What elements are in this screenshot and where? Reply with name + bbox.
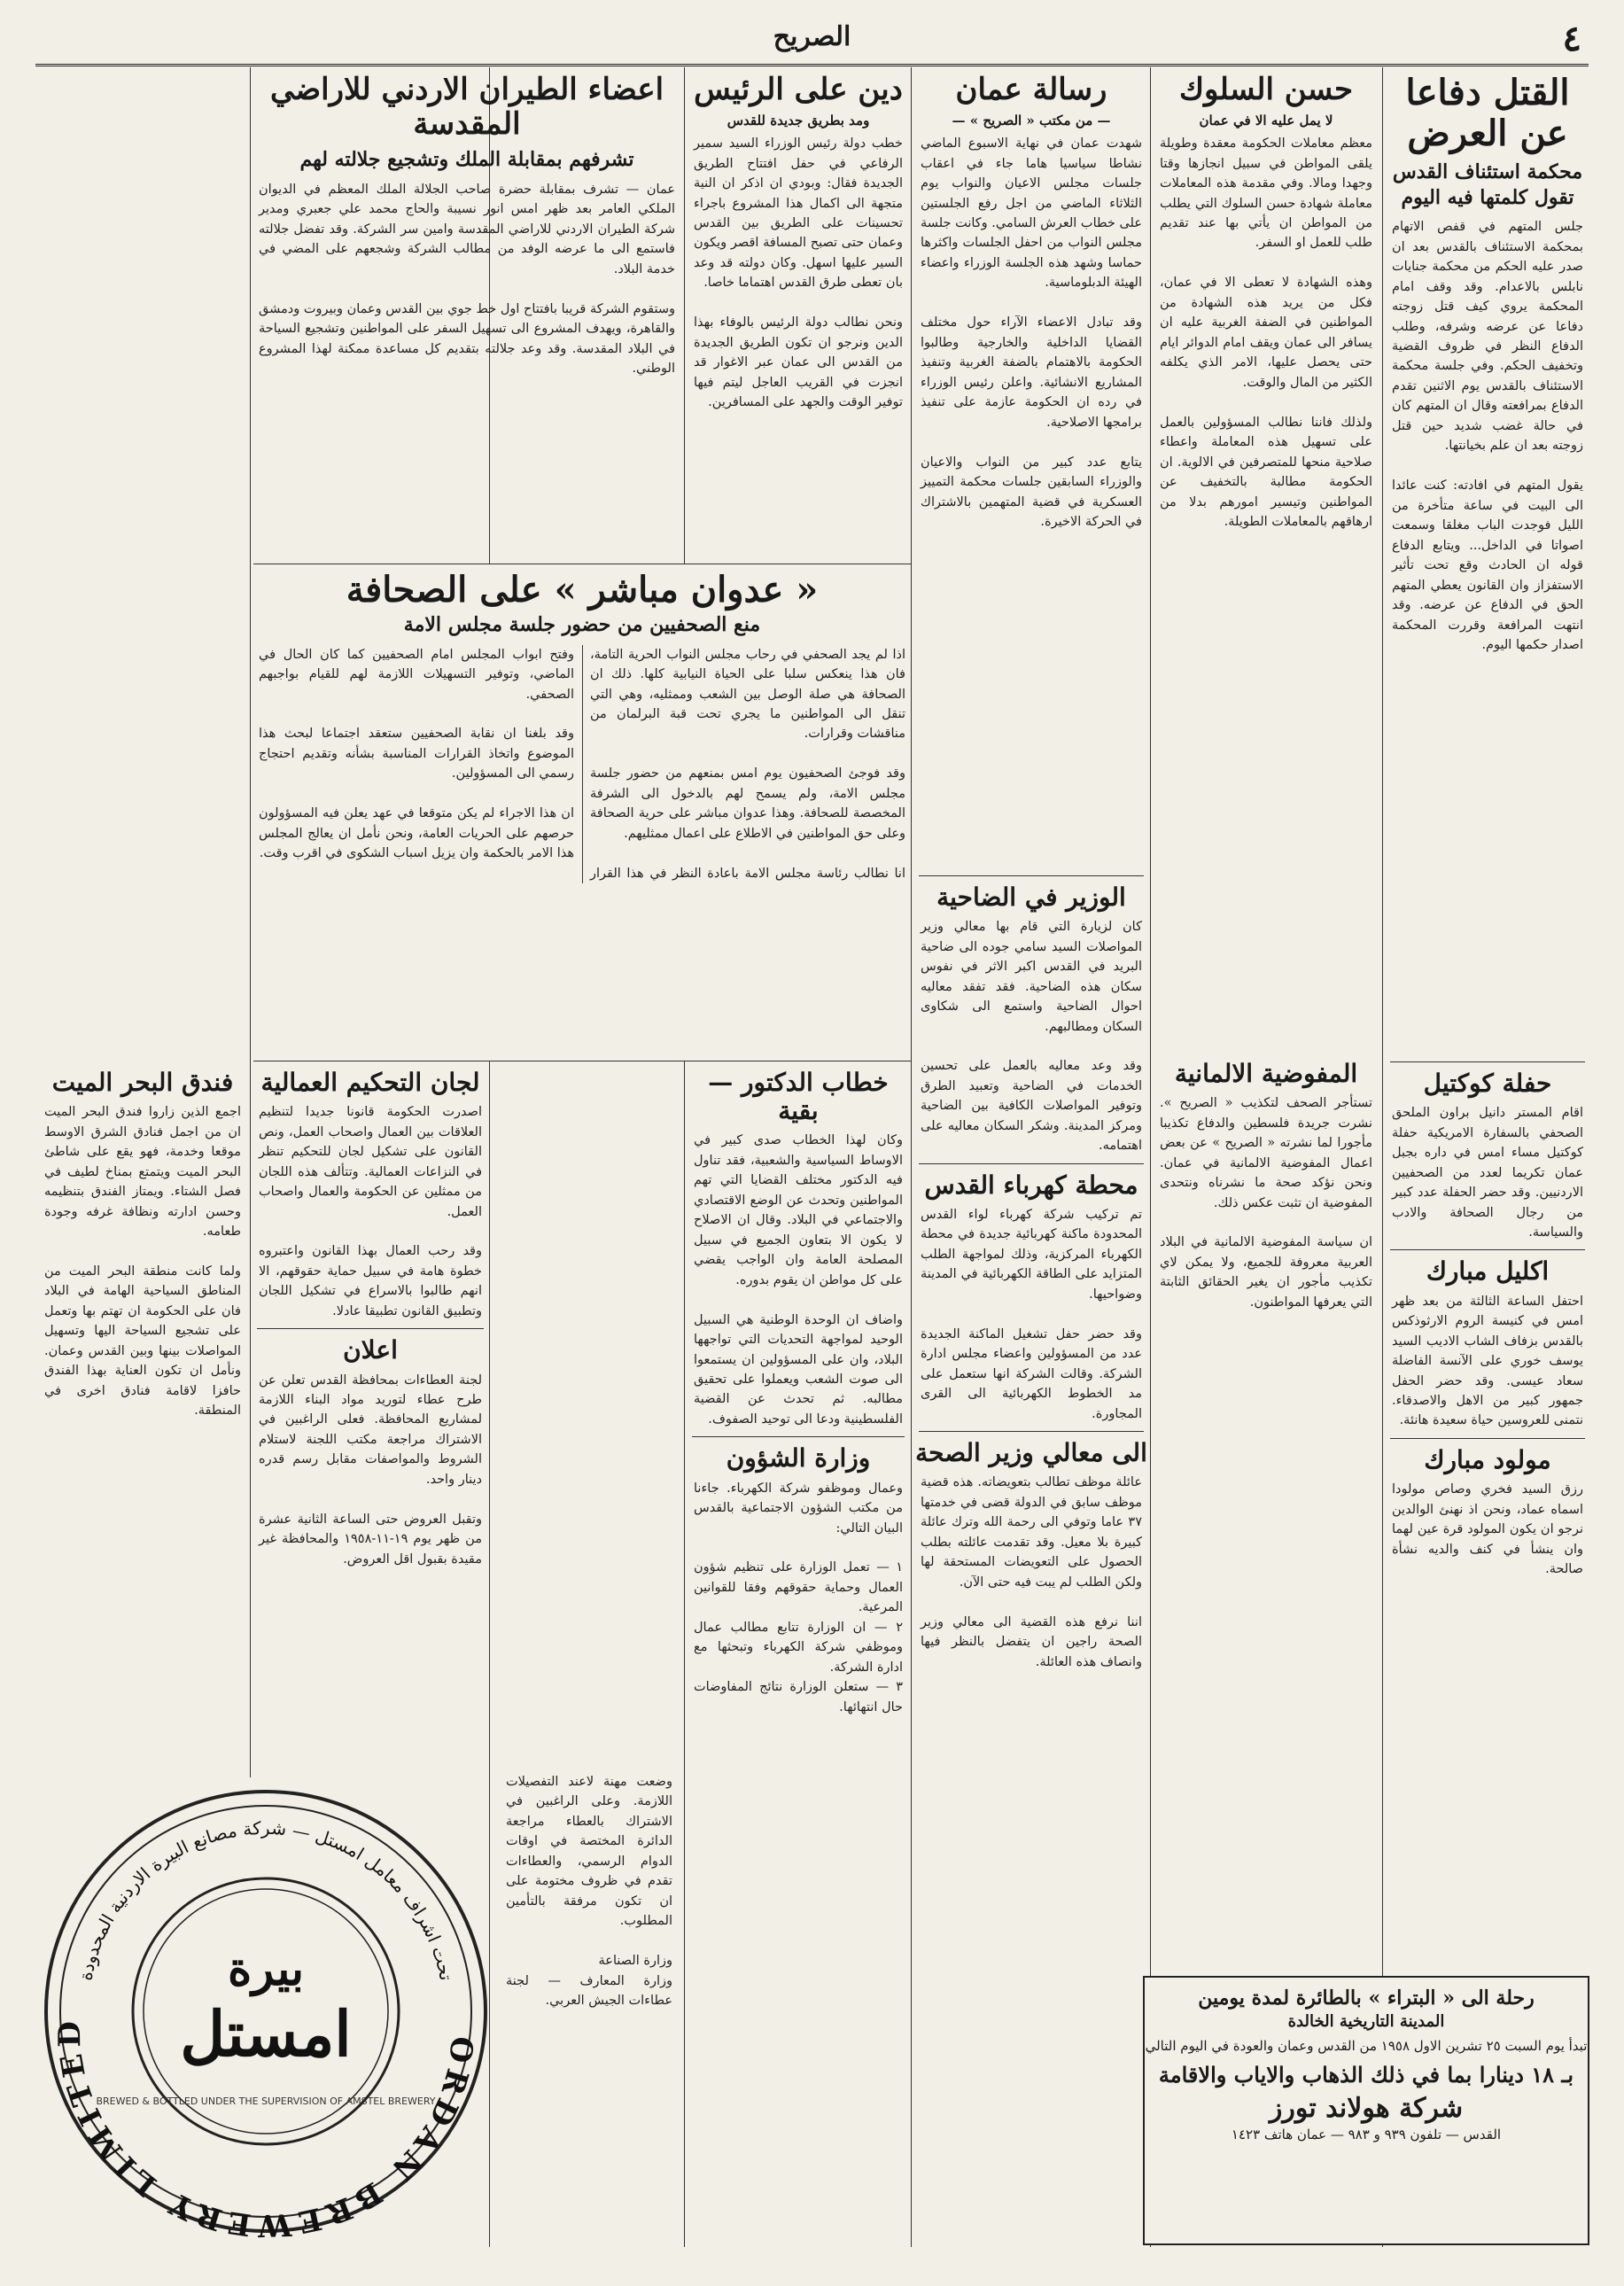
- seal-arabic-ring: تحت اشراف معامل امستل — شركة مصانع البيرة الاردنية المحدودة: [74, 1816, 457, 1983]
- beer-seal-ad: [35, 1781, 496, 2242]
- column-rule: [1382, 67, 1383, 2247]
- aviation-body: عمان — تشرف بمقابلة حضرة صاحب الجلالة الملك المعظم في الديوان الملكي العامر بعد ظهر امس انور نسيبة والحاج محمد علي جعبري ومدير شركة الطيران الاردني للاراضي المقدسة وامين سر الشركة. وقد تفضل جلالته فاستمع الى ما عرضه الوفد من مطالب الشركة وشجعهم على المضي في خدمة البلاد. وستقوم الشركة قريبا بافتتاح اول خط جوي بين القدس وعمان وبيروت ودمشق والقاهرة، ويهدف المشروع الى تسهيل السفر على المواطنين وتشجيع السياحة في البلاد المقدسة. وقد وعد جلالته بتقديم كل مساعدة ممكنة لهذا المشروع الوطني.: [259, 182, 675, 376]
- tour-ad-subtitle: المدينة التاريخية الخالدة: [1287, 2012, 1445, 2031]
- wedding-headline: اكليل مبارك: [1426, 1256, 1550, 1287]
- birth-headline: مولود مبارك: [1424, 1444, 1551, 1474]
- masthead: [35, 18, 1589, 66]
- adtext-column: [501, 1772, 678, 2251]
- ads-body: لجنة العطاءات بمحافظة القدس تعلن عن طرح عطاء لتوريد مواد البناء اللازمة لمشاريع المحافظة. فعلى الراغبين في الاشتراك مراجعة مكتب اللجنة لاستلام الشروط والمواصفات مقابل رسم قدره دينار واحد. وتقبل العروض حتى الساعة الثانية عشرة من ظهر يوم ١٩-١١-١٩٥٨ والمحافظة غير مقيدة بقبول اقل العروض.: [259, 1372, 482, 1567]
- honor-headline: القتل دفاعا عن العرض: [1405, 72, 1570, 154]
- adtext-body: وضعت مهنة لاعند التفصيلات اللازمة. وعلى الراغبين في الاشتراك بالعطاء مراجعة الدائرة المختصة في اوقات الدوام الرسمي، والعطاءات تقدم في ظروف مختومة على ان تكون مرفقة بالتأمين المطلوب. وزارة الصناعة وزارة المعارف — لجنة عطاءات الجيش العربي.: [506, 1775, 672, 2009]
- conduct-lede: لا يمل عليه الا في عمان: [1199, 113, 1333, 129]
- aggression-headline: « عدوان مباشر » على الصحافة: [346, 569, 819, 610]
- amman-headline: رسالة عمان: [955, 72, 1107, 107]
- column-4: [688, 67, 908, 564]
- amman-lede: — من مكتب « الصريح » —: [952, 113, 1111, 129]
- ads-headline: اعلان: [343, 1335, 398, 1365]
- aggression-subhead: منع الصحفيين من حضور جلسة مجلس الامة: [403, 613, 761, 636]
- president-lede: ومد بطريق جديدة للقدس: [727, 113, 870, 129]
- aggression-article: [253, 564, 911, 1061]
- tour-ad-company: شركة هولاند تورز: [1269, 2092, 1464, 2124]
- honor-subhead: محكمة استئناف القدس تقول كلمتها فيه اليوم: [1392, 160, 1583, 209]
- deadsea-headline: فندق البحر الميت: [51, 1068, 234, 1097]
- column-4-lower: [688, 1063, 908, 2251]
- minister-body: كان لزيارة التي قام بها معالي وزير المواصلات السيد سامي جوده الى ضاحية البريد في القدس اكبر الاثر في نفوس سكان هذه الضاحية. فقد تفقد معاليه احوال الضاحية واستمع الى شكاوى السكان ومطالبهم. وقد وعد معاليه بالعمل على تحسين الخدمات في الضاحية وتعبيد الطرق وتوفير المواصلات الكافية بين الضاحية ومركز المدينة. وشكر السكان معاليه على اهتمامه.: [921, 920, 1142, 1154]
- cocktail-body: اقام المستر دانيل براون الملحق الصحفي بالسفارة الامريكية حفلة كوكتيل مساء امس في داره بجبل عمان تكريما لعدد من الصحفيين الاردنيين. وقد حضر الحفلة عدد كبير من رجال الصحافة والادب والسياسة.: [1392, 1106, 1583, 1240]
- tour-ad-line: تبدأ يوم السبت ٢٥ تشرين الاول ١٩٥٨ من القدس وعمان والعودة في اليوم التالي: [1145, 2037, 1588, 2054]
- delegation-body: تستأجر الصحف لتكذيب « الصريح ». نشرت جريدة فلسطين والدفاع تكذيبا مأجورا لما نشرته « الصريح » عن بعض اعمال المفوضية الالمانية في عمان. ونحن نؤكد صحة ما نشرناه ونتحدى المفوضية ان تثبت عكس ذلك. ان سياسة المفوضية الالمانية في البلاد العربية معروفة للجميع، ولا يمكن لاي تكذيب مأجور ان يغير الحقائق الثابتة التي يعرفها المواطنون.: [1160, 1096, 1372, 1310]
- seal-bottom: BREWED & BOTTLED UNDER THE SUPERVISION OF AMSTEL BREWERY: [96, 2096, 436, 2107]
- minister-headline: الوزير في الضاحية: [936, 883, 1126, 912]
- column-rule: [250, 67, 251, 1777]
- tour-ad-price: بـ ١٨ دينارا بما في ذلك الذهاب والاياب والاقامة: [1158, 2061, 1574, 2088]
- seal-icon: [35, 1781, 496, 2242]
- aviation-subhead: تشرفهم بمقابلة الملك وتشجيع جلالته لهم: [299, 148, 634, 172]
- affairs-headline: وزارة الشؤون: [726, 1443, 871, 1473]
- newspaper-name: الصريح: [773, 21, 851, 52]
- amman-body: شهدت عمان في نهاية الاسبوع الماضي نشاطا سياسيا هاما جاء في اعقاب جلسات مجلس الاعيان والنواب يوم الثلاثاء الماضي من اجل رفع الجلستين على خطاب العرش السامي. وكانت جلسة مجلس النواب من احفل الجلسات واكثرها حماسا وشهد هذه الجلسة الوزراء واعضاء الهيئة الدبلوماسية. وقد تبادل الاعضاء الآراء حول مختلف القضايا الداخلية والخارجية وطالبوا الحكومة بالاهتمام بالضفة الغربية وتنفيذ المشاريع الانشائية. واعلن رئيس الوزراء في رده ان الحكومة عازمة على تنفيذ برامجها الاصلاحية. يتابع عدد كبير من النواب والاعيان والوزراء السابقين جلسات محكمة التمييز العسكرية في قضية المتهمين بالاشتراك في الحركة الاخيرة.: [921, 136, 1142, 529]
- column-3-lower: [915, 868, 1147, 2286]
- page-number: ٤: [1562, 18, 1581, 59]
- aviation-headline: اعضاء الطيران الاردني للاراضي المقدسة: [269, 72, 664, 143]
- column-2: [1154, 67, 1378, 1051]
- health-headline: الى معالي وزير الصحة: [915, 1438, 1147, 1468]
- dairy-headline: خطاب الدكتور — بقية: [708, 1068, 889, 1126]
- column-rule: [684, 67, 685, 2247]
- dairy-body: وكان لهذا الخطاب صدى كبير في الاوساط السياسية والشعبية، فقد تناول فيه الدكتور مختلف القضايا التي تهم المواطنين وتحدث عن الوضع الاقتصادي والاجتماعي في البلاد. وقال ان الاصلاح لا يكون الا بتعاون الجميع في سبيل المصلحة العامة وان الواجب يقضي على كل مواطن ان يقوم بدوره. واضاف ان الوحدة الوطنية هي السبيل الوحيد لمواجهة التحديات التي تواجهها البلاد، وان على المسؤولين ان يستمعوا الى صوت الشعب ويعملوا على تحقيق مطالبه. ثم تحدث عن القضية الفلسطينية ودعا الى توحيد الصفوف.: [694, 1133, 903, 1427]
- seal-brand: امستل: [180, 1997, 352, 2071]
- birth-body: رزق السيد فخري وصاص مولودا اسماه عماد، ونحن اذ نهنئ الوالدين نرجو ان يكون المولود قرة عين لهما وان ينشأ في كنف والديه نشأة صالحة.: [1392, 1482, 1583, 1576]
- president-headline: دين على الرئيس: [694, 72, 903, 107]
- aggression-body: اذا لم يجد الصحفي في رحاب مجلس النواب الحرية التامة، فان هذا ينعكس سلبا على الحياة النيابية كلها. ذلك ان الصحافة هي صلة الوصل بين الشعب وممثليه، وهي التي تنقل الى المواطنين ما يجري تحت قبة البرلمان من مناقشات وقرارات. وقد فوجئ الصحفيون يوم امس بمنعهم من حضور جلسة مجلس الامة، ولم يسمح لهم بالدخول الى الشرفة المخصصة للصحافة. وهذا عدوان مباشر على حرية الصحافة وعلى حق المواطنين في الاطلاع على اعمال ممثليهم. انا نطالب رئاسة مجلس الامة باعادة النظر في هذا القرار وفتح ابواب المجلس امام الصحفيين كما كان الحال في الماضي، وتوفير التسهيلات اللازمة لهم للقيام بواجبهم الصحفي. وقد بلغنا ان نقابة الصحفيين ستعقد اجتماعا لبحث هذا الموضوع واتخاذ القرارات المناسبة بشأنه وتقديم احتجاج رسمي الى المسؤولين. ان هذا الاجراء لم يكن متوقعا في عهد يعلن فيه المسؤولون حرصهم على الحريات العامة، ونحن نأمل ان يعالج المجلس هذا الامر بالحكمة وان يزيل اسباب الشكوى في اقرب وقت.: [259, 647, 905, 881]
- electric-body: تم تركيب شركة كهرباء لواء القدس المحدودة ماكنة كهربائية جديدة في محطة الكهرباء المركزية، وذلك لمواجهة الطلب المتزايد على الطاقة الكهربائية في المدينة وضواحيها. وقد حضر حفل تشغيل الماكنة الجديدة عدد من المسؤولين واعضاء مجلس ادارة الشركة. وقالت الشركة انها ستعمل على مد الخطوط الكهربائية الى القرى المجاورة.: [921, 1208, 1142, 1421]
- deadsea-body: اجمع الذين زاروا فندق البحر الميت ان من اجمل فنادق الشرق الاوسط موقعا وخدمة، فهو يقع على شاطئ البحر الميت ويتمتع بمناخ لطيف في فصل الشتاء. ويمتاز الفندق بتنظيمه وحسن ادارته ونظافة غرفه وجودة طعامه. ولما كانت منطقة البحر الميت من المناطق السياحية الهامة في البلاد فان على الحكومة ان تهتم بها وتعمل على تشجيع السياحة اليها وتسهيل المواصلات بينها وبين القدس وعمان. ونأمل ان تكون العناية بهذا الفندق حافزا لاقامة فنادق اخرى في المنطقة.: [44, 1105, 241, 1419]
- column-2-lower: [1154, 1054, 1378, 1870]
- column-1-lower: [1387, 1054, 1589, 1870]
- labor-headline: لجان التحكيم العمالية: [260, 1068, 480, 1097]
- column-7: [39, 1063, 246, 1754]
- tour-ad: [1143, 1976, 1589, 2245]
- seal-label: بيرة: [227, 1942, 305, 1996]
- tour-ad-title: رحلة الى « البتراء » بالطائرة لمدة يومين: [1198, 1987, 1535, 2010]
- column-3: [915, 67, 1147, 953]
- president-body: خطب دولة رئيس الوزراء السيد سمير الرفاعي في حفل افتتاح الطريق الجديدة فقال: وبودي ان اذكر ان النية متجهة الى اكمال هذا المشروع باجراء تحسينات على الطريق بين القدس وعمان حتى تصبح المسافة اقصر ويكون السير عليها اسهل. وكان دولته قد وعد بان تعطى طرق القدس اهتماما خاصا. ونحن نطالب دولة الرئيس بالوفاء بهذا الدين ونرجو ان تكون الطريق الجديدة من القدس الى عمان عبر الاغوار قد انجزت في القريب العاجل ليتم فيها توفير الوقت والجهد على المسافرين.: [694, 136, 903, 410]
- conduct-body: معظم معاملات الحكومة معقدة وطويلة يلقى المواطن في سبيل انجازها وقتا وجهدا ومالا. وفي مقدمة هذه المعاملات معاملة شهادة حسن السلوك التي يطلب من المواطن ان يأتي بها عند تقديم طلب للعمل او السفر. وهذه الشهادة لا تعطى الا في عمان، فكل من يريد هذه الشهادة من المواطنين في الضفة الغربية عليه ان يسافر الى عمان ويقف امام الدوائر ايام حتى يحصل عليها، الامر الذي يكلفه الكثير من المال والوقت. ولذلك فاننا نطالب المسؤولين بالعمل على تسهيل هذه المعاملة واعطاء صلاحية منحها للمتصرفين في الالوية. ان الحكومة مطالبة بالتخفيف عن المواطنين وتيسير امورهم بدلا من ارهاقهم بالمعاملات الطويلة.: [1160, 136, 1372, 529]
- delegation-headline: المفوضية الالمانية: [1174, 1059, 1358, 1088]
- tour-ad-contact: القدس — تلفون ٩٣٩ و ٩٨٣ — عمان هاتف ١٤٢٣: [1231, 2126, 1502, 2142]
- electric-headline: محطة كهرباء القدس: [924, 1170, 1138, 1200]
- column-rule: [911, 67, 912, 2247]
- conduct-headline: حسن السلوك: [1178, 72, 1354, 107]
- honor-body: جلس المتهم في قفص الاتهام بمحكمة الاستئناف بالقدس بعد ان صدر عليه الحكم من محكمة جنايات نابلس بالاعدام. وقد وقف امام المحكمة يروي كيف قتل زوجته دفاعا عن عرضه وشرفه، وطلب الدفاع النظر في ظروف القضية وتخفيف الحكم. وفي جلسة محكمة الاستئناف بالقدس يوم الاثنين تقدم الدفاع بمرافعته وقال ان المتهم كان في حالة غضب شديد حين قتل زوجته بعد ان علم بخيانتها. يقول المتهم في افادته: كنت عائدا الى البيت في ساعة متأخرة من الليل فوجدت الباب مغلقا وسمعت اصواتا في الداخل... ويتابع الدفاع قوله ان الحادث وقع تحت تأثير الاستفزاز وان القانون يعطي المتهم الحق في الدفاع عن عرضه. وقد انتهت المرافعة وقررت المحكمة اصدار حكمها اليوم.: [1392, 220, 1583, 653]
- affairs-body: وعمال وموظفو شركة الكهرباء. جاءنا من مكتب الشؤون الاجتماعية بالقدس البيان التالي: ١ — تعمل الوزارة على تنظيم شؤون العمال وحماية حقوقهم وفقا للقوانين المرعية. ٢ — ان الوزارة تتابع مطالب عمال وموظفي شركة الكهرباء وتبحثها مع ادارة الشركة. ٣ — ستعلن الوزارة نتائج المفاوضات حال انتهائها.: [694, 1481, 903, 1714]
- column-5-6: [253, 67, 680, 564]
- wedding-body: احتفل الساعة الثالثة من بعد ظهر امس في كنيسة الروم الارثوذكس بالقدس بزفاف الشاب الاديب السيد يوسف خوري على الآنسة الفاضلة سعاد عيسى. وقد حضر الحفل جمهور كبير من الاهل والاصدقاء. نتمنى للعروسين حياة سعيدة هانئة.: [1392, 1294, 1583, 1428]
- cocktail-headline: حفلة كوكتيل: [1423, 1069, 1552, 1098]
- seal-company: ORDAN BREWERY LIMITED: [51, 2015, 480, 2242]
- column-rule: [1150, 67, 1151, 2247]
- labor-body: اصدرت الحكومة قانونا جديدا لتنظيم العلاقات بين العمال واصحاب العمل، ونص القانون على تشكيل لجان للتحكيم تنظر في النزاعات العمالية. وتتألف هذه اللجان من ممثلين عن الحكومة والعمال واصحاب العمل. وقد رحب العمال بهذا القانون واعتبروه خطوة هامة في سبيل حماية حقوقهم، الا انهم طالبوا بالاسراع في تشكيل اللجان وتطبيق القانون تطبيقا عادلا.: [259, 1105, 482, 1318]
- column-5-lower: [253, 1063, 487, 1772]
- health-body: عائلة موظف تطالب بتعويضاته. هذه قضية موظف سابق في الدولة قضى في خدمتها ٣٧ عاما وتوفي الى رحمة الله وترك عائلة كبيرة بلا معيل. وقد تقدمت عائلته بطلب الحصول على التعويضات المستحقة لها ولكن الطلب لم يبت فيه حتى الآن. اننا نرفع هذه القضية الى معالي وزير الصحة راجين ان يتفضل بالنظر فيها وانصاف هذه العائلة.: [921, 1475, 1142, 1669]
